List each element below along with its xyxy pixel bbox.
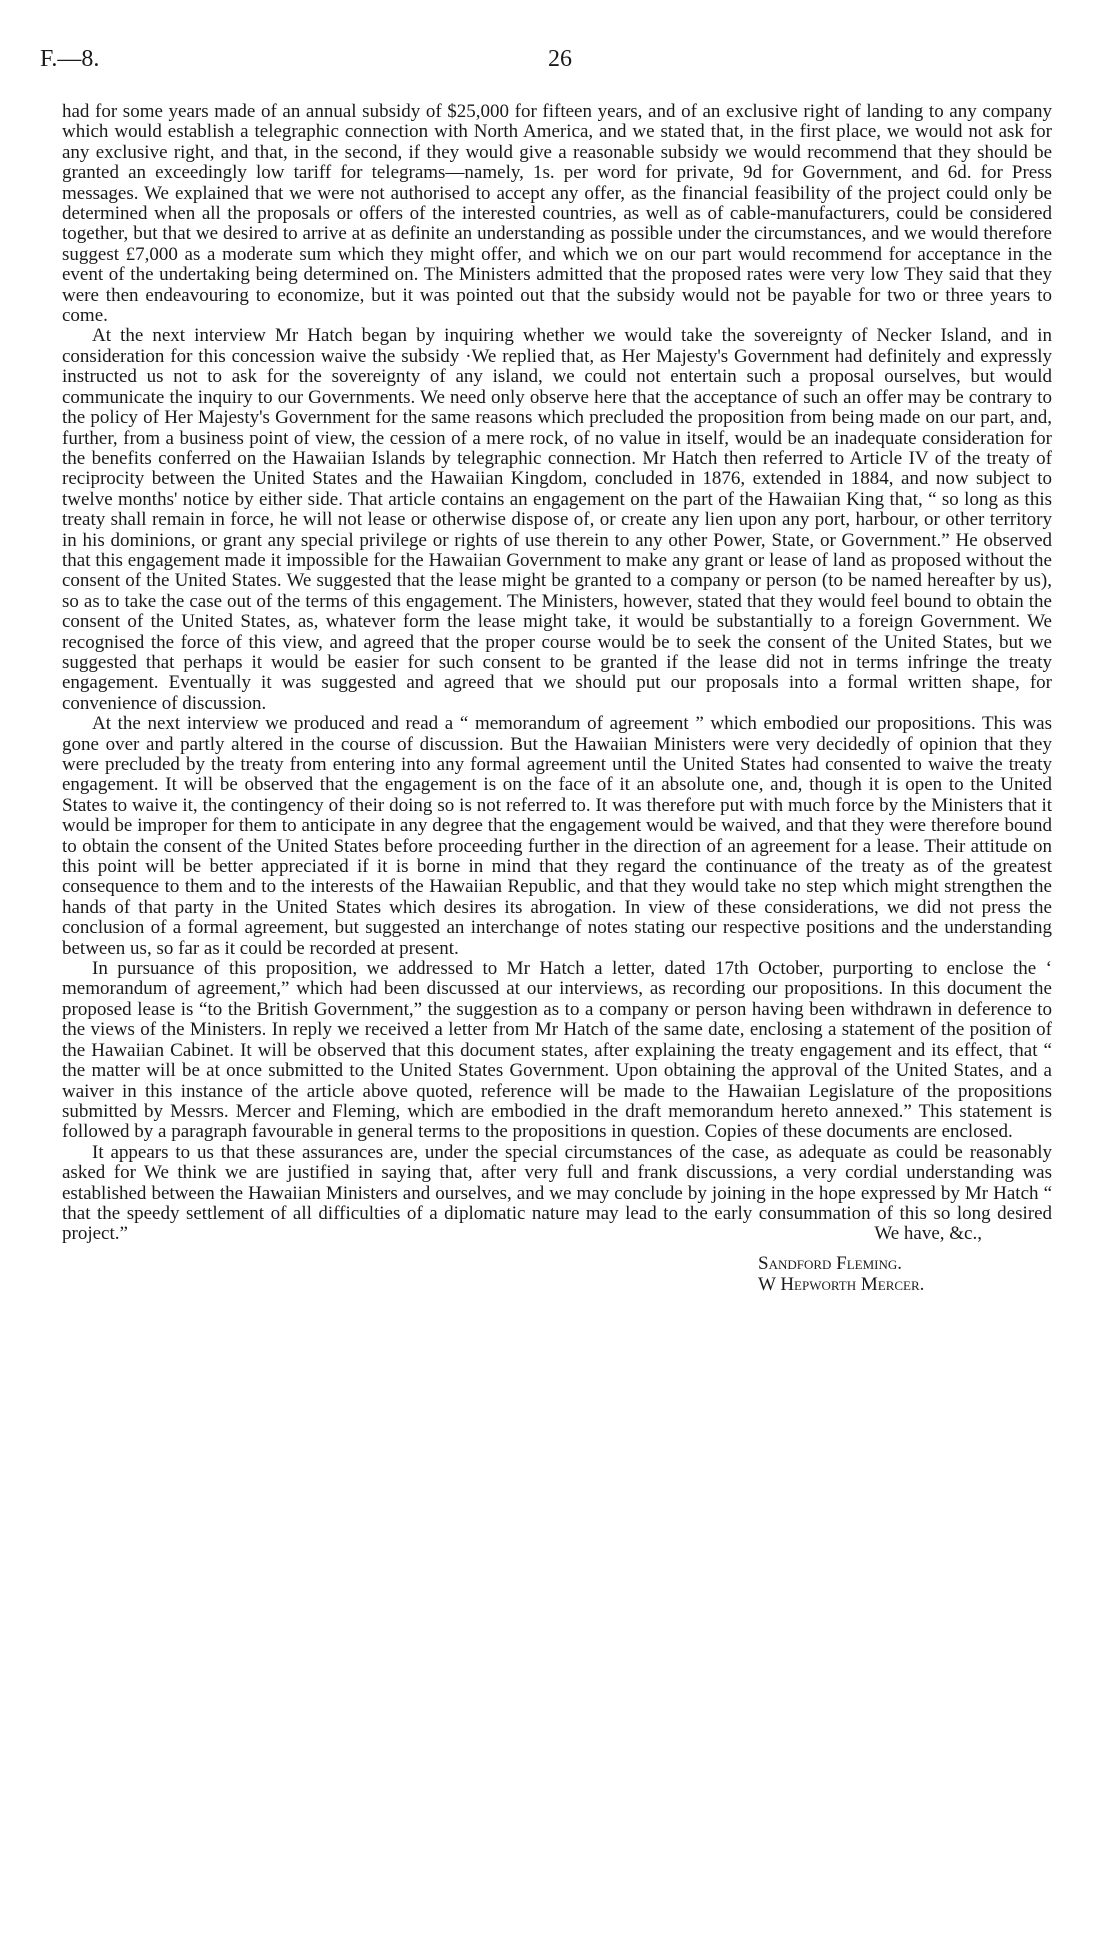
page-number: 26 <box>548 46 572 72</box>
paragraph-final <box>62 1143 1052 1245</box>
paragraph: had for some years made of an annual subsidy of $25,000 for fifteen years, and of an exclusive right of landing to any company which would establish a telegraphic connection with North America, and we stated that, in the first place, we would not ask for any exclusive right, and that, in the second, if they would give a reasonable subsidy we would recommend that they should be granted an exceedingly low tariff for telegrams—namely, 1s. per word for private, 9d for Government, and 6d. for Press messages. We explained that we were not authorised to accept any offer, as the financial feasibility of the project could only be determined when all the proposals or offers of the interested countries, as well as of cable-manufacturers, could be considered together, but that we desired to arrive at as definite an understanding as possible under the circumstances, and we would therefore suggest £7,000 as a moderate sum which they might offer, and which we on our part would recommend for acceptance in the event of the undertaking being determined on. The Ministers admitted that the proposed rates were very low They said that they were then endeavouring to economize, but it was pointed out that the subsidy would not be payable for two or three years to come. <box>62 101 1052 327</box>
signature-mercer: W Hepworth Mercer. <box>758 1273 925 1295</box>
paragraph: At the next interview Mr Hatch began by inquiring whether we would take the sovereignty of Necker Island, and in consideration for this concession waive the subsidy ·We replied that, as Her Majesty's Government had definitely and expressly instructed us not to ask for the sovereignty of any island, we could not entertain such a proposal ourselves, but would communicate the inquiry to our Governments. We need only observe here that the acceptance of such an offer may be contrary to the policy of Her Majesty's Government for the same reasons which precluded the proposition from being made on our part, and, further, from a business point of view, the cession of a mere rock, of no value in itself, would be an inadequate consideration for the benefits conferred on the Hawaiian Islands by telegraphic connection. Mr Hatch then referred to Article IV of the treaty of reciprocity between the United States and the Hawaiian Kingdom, concluded in 1876, extended in 1884, and now subject to twelve months' notice by either side. That article contains an engagement on the part of the Hawaiian King that, “ so long as this treaty shall remain in force, he will not lease or otherwise dispose of, or create any lien upon any port, harbour, or other territory in his dominions, or grant any special privilege or rights of use therein to any other Power, State, or Government.” He observed that this engagement made it impossible for the Hawaiian Government to make any grant or lease of land as proposed without the consent of the United States. We suggested that the lease might be granted to a company or person (to be named hereafter by us), so as to take the case out of the terms of this engagement. The Ministers, however, stated that they would feel bound to obtain the consent of the United States, as, whatever form the lease might take, it would be substantially to a foreign Government. We recognised the force of this view, and agreed that the proper course would be to seek the consent of the United States, but we suggested that perhaps it would be easier for such consent to be granted if the lease did not in terms infringe the treaty engagement. Eventually it was suggested and agreed that we should put our proposals into a formal written shape, for convenience of discussion. <box>62 325 1052 714</box>
page-header <box>40 46 1070 76</box>
document-body <box>62 102 1052 1295</box>
paragraph-final-text: It appears to us that these assurances are, under the special circumstances of the case, as adequate as could be reasonably asked for We think we are justified in saying that, after very full and frank discussions, a very cordial understanding was established between the Hawaiian Ministers and ourselves, and we may conclude by joining in the hope expressed by Mr Hatch “ that the speedy settlement of all difficulties of a diplomatic nature may lead to the early consummation of this so long desired project.” <box>62 1141 1052 1245</box>
signature-fleming: Sandford Fleming. <box>758 1252 903 1274</box>
paragraph: In pursuance of this proposition, we addressed to Mr Hatch a letter, dated 17th October, purporting to enclose the ‘ memorandum of agreement,” which had been discussed at our interviews, as recording our propositions. In this document the proposed lease is “to the British Government,” the suggestion as to a company or person having been withdrawn in deference to the views of the Ministers. In reply we received a letter from Mr Hatch of the same date, enclosing a statement of the position of the Hawaiian Cabinet. It will be observed that this document states, after explaining the treaty engagement and its effect, that “ the matter will be at once submitted to the United States Government. Upon obtaining the approval of the United States, and a waiver in this instance of the article above quoted, reference will be made to the Hawaiian Legislature of the propositions submitted by Messrs. Mercer and Fleming, which are embodied in the draft memorandum hereto annexed.” This statement is followed by a paragraph favourable in general terms to the propositions in question. Copies of these documents are enclosed. <box>62 958 1052 1143</box>
signature-block <box>758 1253 1052 1295</box>
paragraph: At the next interview we produced and read a “ memorandum of agreement ” which embodied our propositions. This was gone over and partly altered in the course of discussion. But the Hawaiian Ministers were very decidedly of opinion that they were precluded by the treaty from entering into any formal agreement until the United States had consented to waive the treaty engagement. It will be observed that the engagement is on the face of it an absolute one, and, though it is open to the United States to waive it, the contingency of their doing so is not referred to. It was therefore put with much force by the Ministers that it would be improper for them to anticipate in any degree that the engagement would be waived, and that they were therefore bound to obtain the consent of the United States before proceeding further in the direction of an agreement for a lease. Their attitude on this point will be better appreciated if it is borne in mind that they regard the continuance of the treaty as of the greatest consequence to them and to the interests of the Hawaiian Republic, and that they would take no step which might strengthen the hands of that party in the United States which desires its abrogation. In view of these considerations, we did not press the conclusion of a formal agreement, but suggested an interchange of notes stating our respective positions and the understanding between us, so far as it could be recorded at present. <box>62 713 1052 959</box>
closing-salutation: We have, &c., <box>874 1223 982 1245</box>
document-reference: F.—8. <box>40 46 100 72</box>
